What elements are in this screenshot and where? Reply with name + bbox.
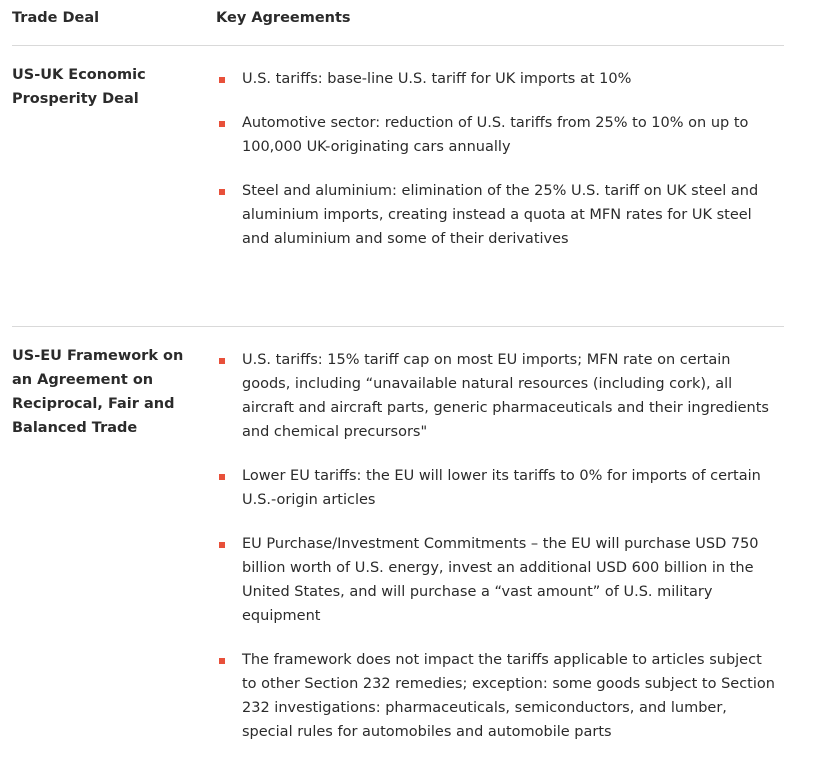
list-item <box>216 179 778 251</box>
deal-name: US-EU Framework on an Agreement on Reciprocal, Fair and Balanced Trade <box>12 348 184 436</box>
square-bullet-icon <box>219 121 225 127</box>
agreement-text: EU Purchase/Investment Commitments – the EU will purchase USD 750 billion worth of U.S. energy, invest an additional USD 600 billion in the United States, and will purchase a “vast amount” of U.S. military equipment <box>242 536 759 624</box>
square-bullet-icon <box>219 77 225 83</box>
list-item <box>216 464 778 512</box>
square-bullet-icon <box>219 358 225 364</box>
table-header-row <box>12 0 784 46</box>
deal-name: US-UK Economic Prosperity Deal <box>12 67 146 107</box>
trade-deals-table <box>12 0 784 764</box>
column-header-key-agreements: Key Agreements <box>216 10 351 26</box>
agreement-text: The framework does not impact the tariffs applicable to articles subject to other Section 232 remedies; exception: some goods subject to Section 232 investigations: pharmaceuticals, semiconductors, and lumber, special rules for automobiles and automobile parts <box>242 652 775 740</box>
square-bullet-icon <box>219 542 225 548</box>
square-bullet-icon <box>219 474 225 480</box>
square-bullet-icon <box>219 658 225 664</box>
table-row <box>12 46 784 327</box>
table-row <box>12 327 784 764</box>
list-item <box>216 648 778 744</box>
agreement-text: Lower EU tariffs: the EU will lower its tariffs to 0% for imports of certain U.S.-origin articles <box>242 468 761 508</box>
agreements-list <box>216 46 784 251</box>
agreement-text: U.S. tariffs: base-line U.S. tariff for UK imports at 10% <box>242 71 632 87</box>
agreement-text: Automotive sector: reduction of U.S. tariffs from 25% to 10% on up to 100,000 UK-originating cars annually <box>242 115 749 155</box>
agreement-text: Steel and aluminium: elimination of the 25% U.S. tariff on UK steel and aluminium imports, creating instead a quota at MFN rates for UK steel and aluminium and some of their derivatives <box>242 183 759 247</box>
list-item <box>216 67 778 91</box>
column-header-trade-deal: Trade Deal <box>12 10 100 26</box>
list-item <box>216 111 778 159</box>
agreement-text: U.S. tariffs: 15% tariff cap on most EU imports; MFN rate on certain goods, including “unavailable natural resources (including cork), all aircraft and aircraft parts, generic pharmaceuticals and their ingredients and chemical precursors" <box>242 352 769 440</box>
list-item <box>216 348 778 444</box>
agreements-list <box>216 327 784 744</box>
list-item <box>216 532 778 628</box>
square-bullet-icon <box>219 189 225 195</box>
